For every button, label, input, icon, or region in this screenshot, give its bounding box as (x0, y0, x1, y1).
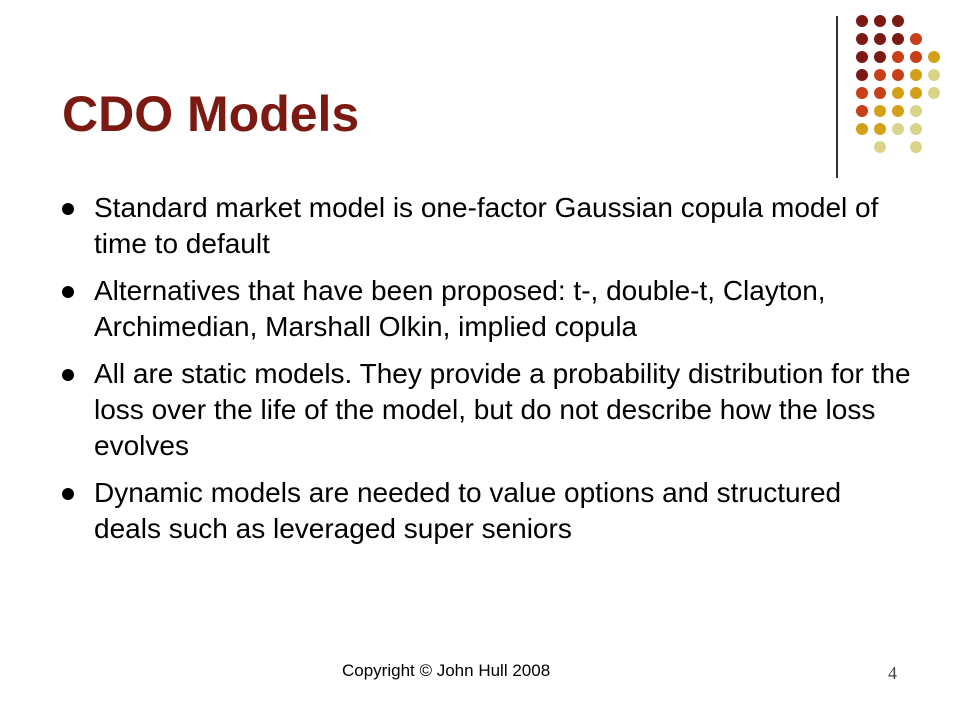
decorative-dot (910, 51, 922, 63)
decorative-dot (928, 69, 940, 81)
decorative-dot (874, 123, 886, 135)
decorative-dot (910, 123, 922, 135)
decorative-dot (874, 87, 886, 99)
bullet-text: Alternatives that have been proposed: t-, double-t, Clayton, Archimedian, Marshall Olkin, implied copula (94, 275, 826, 342)
decorative-dot (892, 69, 904, 81)
slide-title: CDO Models (62, 86, 360, 142)
bullet-dot-icon (62, 203, 74, 215)
decorative-dot (910, 141, 922, 153)
decorative-dot (856, 51, 868, 63)
decorative-dot (892, 33, 904, 45)
bullet-dot-icon (62, 488, 74, 500)
decorative-dot (892, 15, 904, 27)
bullet-dot-icon (62, 286, 74, 298)
page-number: 4 (888, 663, 897, 683)
bullet-text: Standard market model is one-factor Gaussian copula model of time to default (94, 192, 879, 259)
decorative-dot (856, 69, 868, 81)
decorative-dot (856, 105, 868, 117)
bullet-item (62, 190, 912, 262)
decorative-dot (892, 105, 904, 117)
copyright-footer: Copyright © John Hull 2008 (342, 661, 551, 680)
decorative-dot (910, 33, 922, 45)
decorative-dot (874, 15, 886, 27)
decorative-dot (874, 105, 886, 117)
decorative-dot (928, 87, 940, 99)
decorative-dot (910, 69, 922, 81)
decorative-dot (928, 51, 940, 63)
decorative-dot (874, 141, 886, 153)
decorative-dot (856, 33, 868, 45)
bullet-item (62, 475, 912, 547)
decorative-dot (856, 87, 868, 99)
bullet-text: All are static models. They provide a probability distribution for the loss over the life of the model, but do not describe how the loss evolves (94, 358, 911, 461)
decorative-dot (874, 33, 886, 45)
decorative-dot (892, 123, 904, 135)
bullet-item (62, 356, 912, 464)
decorative-dot (874, 69, 886, 81)
decorative-dot (892, 87, 904, 99)
bullet-dot-icon (62, 369, 74, 381)
decorative-dot (874, 51, 886, 63)
bullet-list (62, 190, 912, 558)
decorative-dot (892, 51, 904, 63)
vertical-divider (836, 16, 838, 178)
decorative-dot (856, 15, 868, 27)
decorative-dot (910, 87, 922, 99)
bullet-text: Dynamic models are needed to value options and structured deals such as leveraged super seniors (94, 477, 842, 544)
bullet-item (62, 273, 912, 345)
decorative-dot (856, 123, 868, 135)
decorative-dot (910, 105, 922, 117)
